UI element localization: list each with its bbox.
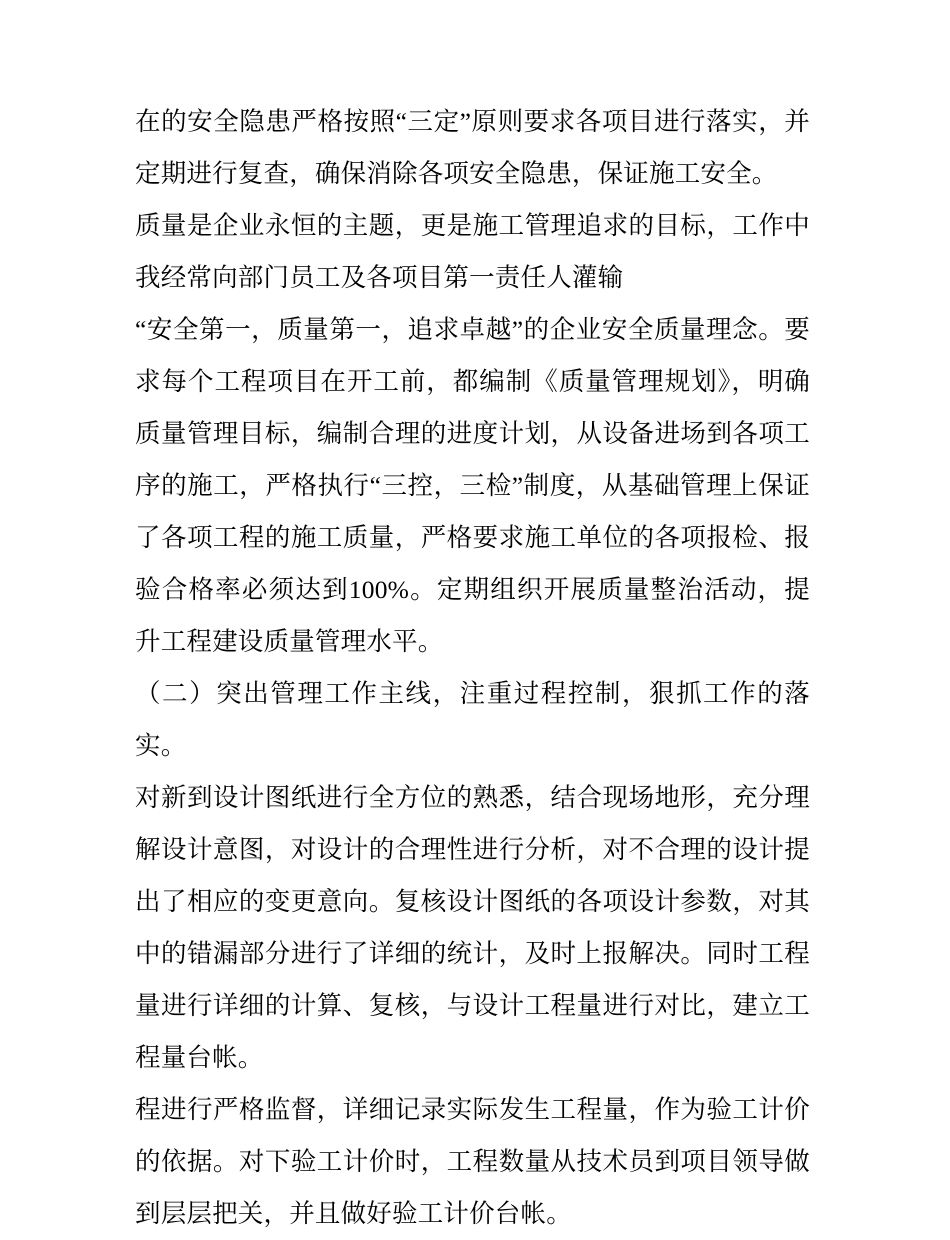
paragraph: 程进行严格监督，详细记录实际发生工程量，作为验工计价的依据。对下验工计价时，工程数量从技术员到项目领导做到层层把关，并且做好验工计价台帐。 (135, 1095, 810, 1228)
paragraph: 对新到设计图纸进行全方位的熟悉，结合现场地形，充分理解设计意图，对设计的合理性进行分析，对不合理的设计提出了相应的变更意向。复核设计图纸的各项设计参数，对其中的错漏部分进行了详细的统计，及时上报解决。同时工程量进行详细的计算、复核，与设计工程量进行对比，建立工程量台帐。 (135, 783, 810, 1072)
paragraph: （二）突出管理工作主线，注重过程控制，狠抓工作的落实。 (135, 679, 810, 760)
paragraph: 在的安全隐患严格按照“三定”原则要求各项目进行落实，并定期进行复查，确保消除各项安全隐患，保证施工安全。 (135, 107, 810, 188)
paragraph: 质量是企业永恒的主题，更是施工管理追求的目标，工作中我经常向部门员工及各项目第一责任人灌输 (135, 211, 810, 292)
paragraph: “安全第一，质量第一，追求卓越”的企业安全质量理念。要求每个工程项目在开工前，都编制《质量管理规划》，明确质量管理目标，编制合理的进度计划，从设备进场到各项工序的施工，严格执行“三控，三检”制度，从基础管理上保证了各项工程的施工质量，严格要求施工单位的各项报检、报验合格率必须达到100%。定期组织开展质量整治活动，提升工程建设质量管理水平。 (135, 315, 810, 656)
document-body (135, 96, 810, 1240)
